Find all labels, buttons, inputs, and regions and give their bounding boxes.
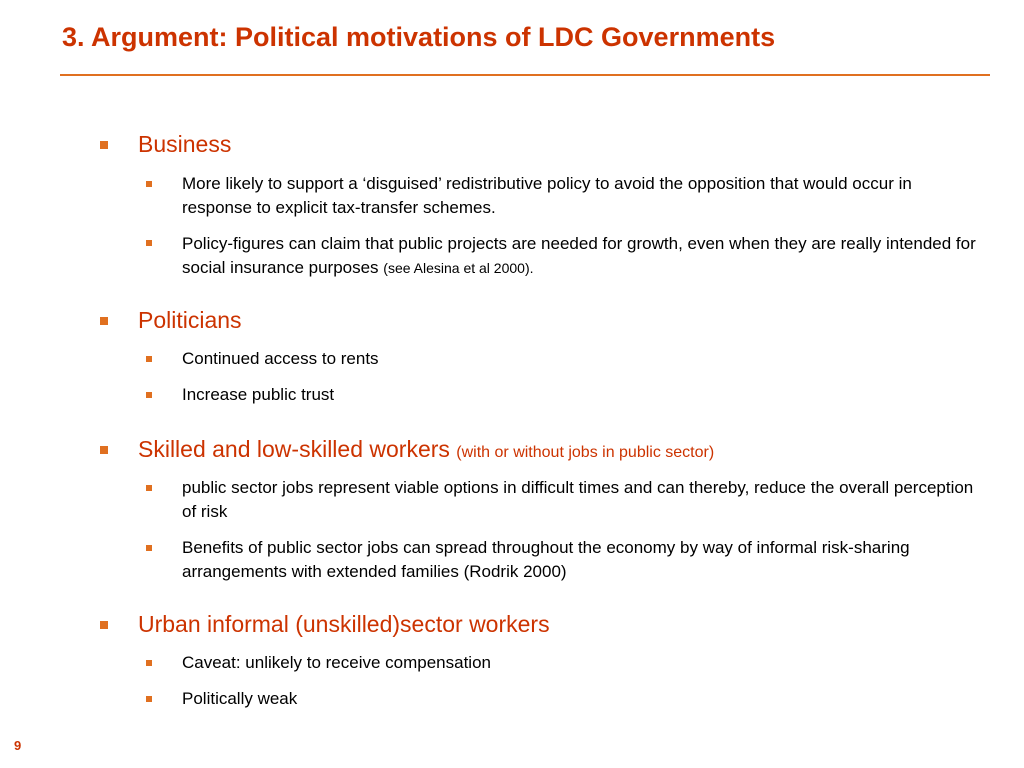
item-bullet-icon xyxy=(146,545,152,551)
section-bullet-icon xyxy=(100,621,108,629)
item-bullet-icon xyxy=(146,660,152,666)
list-item: public sector jobs represent viable options in difficult times and can thereby, reduce the overall perception of risk xyxy=(182,478,974,521)
section-bullet-icon xyxy=(100,317,108,325)
list-item: Caveat: unlikely to receive compensation xyxy=(182,653,491,672)
item-bullet-icon xyxy=(146,696,152,702)
slide-title: 3. Argument: Political motivations of LDC Governments xyxy=(62,22,776,52)
section-heading-note: (with or without jobs in public sector) xyxy=(456,444,715,461)
list-item: Benefits of public sector jobs can spread throughout the economy by way of informal risk-sharing arrangements with extended families (Rodrik 2000) xyxy=(182,538,910,581)
section-heading-informal-workers: Urban informal (unskilled)sector workers xyxy=(138,611,550,637)
list-item: Continued access to rents xyxy=(182,349,379,368)
list-item: Policy-figures can claim that public projects are needed for growth, even when they are really intended for social insurance purposes (see Alesina et al 2000). xyxy=(182,234,976,277)
list-item: Increase public trust xyxy=(182,385,335,404)
section-heading-business: Business xyxy=(138,131,232,157)
item-bullet-icon xyxy=(146,240,152,246)
section-heading-workers: Skilled and low-skilled workers (with or without jobs in public sector) xyxy=(138,436,715,462)
list-item: More likely to support a ‘disguised’ redistributive policy to avoid the opposition that would occur in response to explicit tax-transfer schemes. xyxy=(182,174,912,217)
citation-note: (see Alesina et al 2000). xyxy=(383,260,534,276)
page-number: 9 xyxy=(14,738,22,753)
section-bullet-icon xyxy=(100,446,108,454)
item-bullet-icon xyxy=(146,356,152,362)
item-bullet-icon xyxy=(146,485,152,491)
section-bullet-icon xyxy=(100,141,108,149)
item-bullet-icon xyxy=(146,181,152,187)
section-heading-politicians: Politicians xyxy=(138,307,242,333)
list-item: Politically weak xyxy=(182,689,298,708)
item-bullet-icon xyxy=(146,392,152,398)
